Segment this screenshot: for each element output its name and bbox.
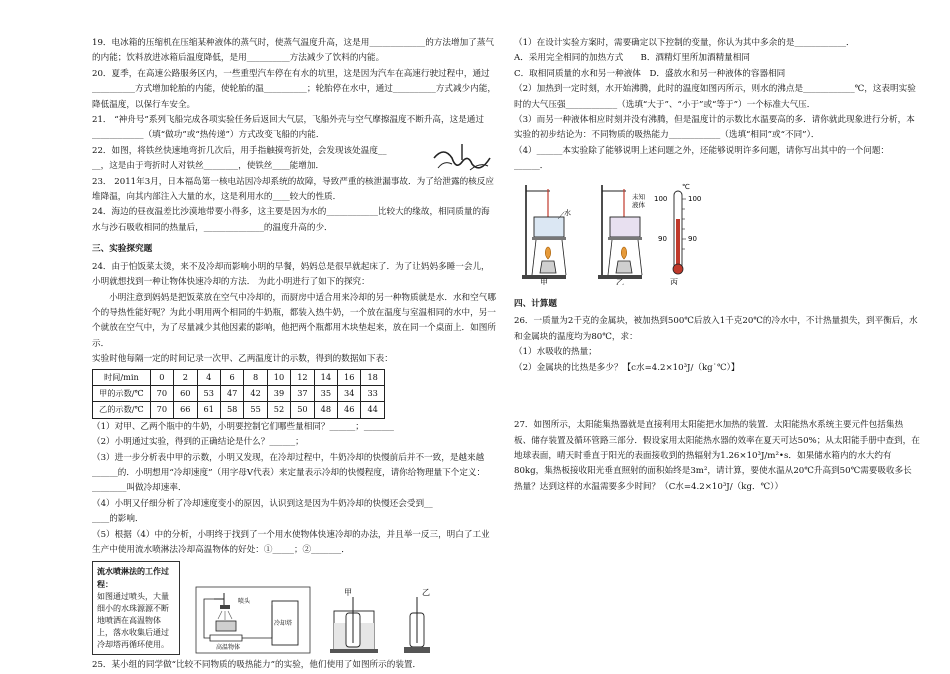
apparatus-jia-label: 甲 [540, 277, 548, 285]
question-25-options-ab: A．采用完全相同的加热方式 B．酒精灯里所加酒精量相同 [514, 53, 750, 64]
table-cell: 60 [174, 385, 197, 401]
figure-row [92, 561, 496, 655]
question-24-part4: （4）小明又仔细分析了冷却速度变小的原因，认识到这是因为牛奶冷却的快慢还会受到__ [92, 498, 433, 509]
answer-space [514, 376, 920, 418]
thermometer-tick-100-left: 100 [654, 194, 668, 203]
table-cell: 10 [267, 369, 290, 385]
question-22-line1: 22．如图，将铁丝快速地弯折几次后，用手指触摸弯折处，会发现该处温度__ [92, 145, 387, 156]
question-24-part2: （2）小明通过实验，得到的正确结论是什么？______； [92, 437, 304, 448]
cooling-tower-label: 冷却塔 [274, 620, 293, 628]
question-19: 19．电冰箱的压缩机在压缩某种液体的蒸气时，使蒸气温度升高，这是用_____________的方法增加了蒸气的内能；饮料放进冰箱后温度降低，是用__________方法减少了饮料的内能。 [92, 38, 494, 64]
table-cell: 时间/min [93, 369, 151, 385]
table-cell: 12 [291, 369, 314, 385]
heating-apparatus-figure [518, 179, 718, 285]
question-26-part1: （1）水吸收的热量； [514, 347, 597, 358]
question-25: 25．某小组的同学做“比较不同物质的吸热能力”的实验，他们使用了如图所示的装置． [92, 660, 422, 671]
table-cell: 52 [267, 402, 290, 418]
apparatus-yi-label: 乙 [616, 277, 624, 285]
thermometer-unit: ℃ [682, 182, 690, 191]
thermometer-tick-90-right: 90 [688, 234, 697, 243]
table-cell: 4 [197, 369, 220, 385]
table-row [93, 385, 385, 401]
question-25-part3: （3）而另一种液体相应时刻并没有沸腾，但是温度计的示数比水温要高的多．请你就此现象进行分析，本实验的初步结论为：不同物质的吸热能力____________（选填“相同”或“不同”）． [514, 115, 915, 141]
table-cell: 46 [338, 402, 361, 418]
question-22 [92, 144, 496, 175]
spray-cooling-diagram [194, 585, 312, 655]
table-cell: 42 [244, 385, 267, 401]
table-cell: 乙的示数/℃ [93, 402, 151, 418]
table-cell: 33 [361, 385, 384, 401]
thermometer-tick-90-left: 90 [658, 234, 667, 243]
temperature-table [92, 369, 385, 419]
wire-bending-figure [430, 140, 494, 178]
question-23: 23． 2011年3月，日本福岛第一核电站因冷却系统的故障，导致严重的核泄漏事故．为了给泄露的核反应堆降温，向其内部注入大量的水，这是利用水的____较大的性质． [92, 176, 494, 203]
question-24-part4-cont: ____的影响． [92, 514, 144, 525]
milk-bottles-figure [326, 583, 446, 655]
table-cell: 48 [314, 402, 337, 418]
table-cell: 6 [220, 369, 243, 385]
table-row [93, 402, 385, 418]
question-24-part1: （1）对甲、乙两个瓶中的牛奶，小明要控制它们哪些量相同？______；_______ [92, 421, 394, 432]
section-4-heading: 四、计算题 [514, 299, 557, 310]
spray-method-box [92, 561, 180, 655]
question-25-part2: （2）加热到一定时刻，水开始沸腾，此时的温度如图丙所示，则水的沸点是____________℃，这表明实验时的大气压强____________（选填“大于”、“小于”或“等于”）一个标准大气压． [514, 84, 916, 110]
table-cell: 16 [338, 369, 361, 385]
thermometer-tick-100-right: 100 [688, 194, 702, 203]
spray-box-text: 如图通过喷头，大量细小的水珠源源不断地喷洒在高温物体上，落水收集后通过冷却塔再循环使用。 [97, 592, 169, 650]
table-cell: 2 [174, 369, 197, 385]
thermometer-bing-label: 丙 [670, 277, 678, 285]
table-cell: 58 [220, 402, 243, 418]
spray-box-title: 流水喷淋法的工作过程： [97, 566, 169, 590]
hot-object-label: 高温物体 [216, 644, 241, 652]
right-column [514, 36, 920, 495]
question-24-table-intro: 实验时他每隔一定的时间记录一次甲、乙两温度计的示数，得到的数据如下表： [92, 354, 393, 365]
water-label: 水 [564, 208, 571, 217]
question-25-part1: （1）在设计实验方案时，需要确定以下控制的变量，你认为其中多余的是____________． [514, 38, 855, 48]
table-cell: 53 [197, 385, 220, 401]
question-24-body: 小明注意到妈妈是把饭菜放在空气中冷却的，而厨房中适合用来冷却的另一种物质就是水．水和空气哪个的导热性能好呢？为此小明用两个相同的牛奶瓶，都装入热牛奶，一个放在温度与室温相同的水中，另一个就放在空气中，为了尽量减少其他因素的影响，他把两个瓶都用木块垫起来，放在同一个桌面上．如图所示． [92, 292, 496, 349]
table-header-row [93, 369, 385, 385]
question-20: 20．夏季，在高速公路服务区内，一些重型汽车停在有水的坑里，这是因为汽车在高速行驶过程中，通过__________方式增加轮胎的内能，使轮胎的温__________；轮胎停在水中，通过__________方式减少内能，降低温度，以保行车安全。 [92, 68, 496, 110]
bottle-jia-label: 甲 [344, 588, 352, 598]
question-24-part3: （3）进一步分析表中甲的示数，小明又发现，在冷却过程中，牛奶冷却的快慢前后并不一致，是越来越______的．小明想用“冷却速度”（用字母V代表）来定量表示冷却的快慢程度，请你给物理量下个定义：________叫做冷却速率． [92, 452, 486, 494]
question-25-options-cd: C．取相同质量的水和另一种液体 D．盛放水和另一种液体的容器相同 [514, 68, 786, 79]
table-cell: 37 [291, 385, 314, 401]
table-cell: 0 [150, 369, 173, 385]
table-cell: 70 [150, 402, 173, 418]
question-24-sea: 24．海边的昼夜温差比沙漠地带要小得多，这主要是因为水的____________比较大的缘故，相同质量的海水与沙石吸收相同的热量后，______________的温度升高的少． [92, 207, 490, 233]
question-21: 21． “神舟号”系列飞船完成各项实验任务后返回大气层，飞船外壳与空气摩擦温度不断升高，这是通过____________（填“做功”或“热传递”）方式改变飞船的内能． [92, 115, 484, 141]
question-26: 26．一质量为2千克的金属块，被加热到500℃后放入1千克20℃的冷水中，不计热量损失，到平衡后，水和金属块的温度均为80℃，求： [514, 316, 918, 342]
left-column [92, 36, 496, 674]
table-cell: 47 [220, 385, 243, 401]
unknown-liquid-label-1: 未知 [632, 192, 645, 201]
section-3-heading: 三、实验探究题 [92, 244, 153, 255]
question-24-part5: （5）根据（4）中的分析，小明终于找到了一个用水使物体快速冷却的办法，并且举一反三，明白了工业生产中使用流水喷淋法冷却高温物体的好处：①_____；②_______． [92, 529, 490, 555]
table-cell: 34 [338, 385, 361, 401]
table-cell: 50 [291, 402, 314, 418]
table-cell: 35 [314, 385, 337, 401]
question-25-part4: （4）______本实验除了能够说明上述问题之外，还能够说明许多问题，请你写出其中的一个问题：______． [514, 145, 890, 172]
spray-head-label: 喷头 [238, 598, 251, 606]
table-cell: 66 [174, 402, 197, 418]
question-26-part2: （2）金属块的比热是多少？【c水=4.2×10³J/（kg˙℃）】 [514, 362, 740, 373]
table-cell: 甲的示数/℃ [93, 385, 151, 401]
bottle-yi-label: 乙 [422, 588, 430, 598]
table-cell: 55 [244, 402, 267, 418]
table-cell: 18 [361, 369, 384, 385]
table-cell: 61 [197, 402, 220, 418]
table-cell: 39 [267, 385, 290, 401]
question-24-intro: 24．由于怕饭菜太烫，来不及冷却而影响小明的早餐，妈妈总是很早就起床了．为了让妈妈多睡一会儿，小明就想找到一种让物体快速冷却的方法． 为此小明进行了如下的探究： [92, 261, 490, 288]
table-cell: 70 [150, 385, 173, 401]
table-cell: 8 [244, 369, 267, 385]
question-27: 27．如图所示，太阳能集热器就是直接利用太阳能把水加热的装置．太阳能热水系统主要元件包括集热板、储存装置及循环管路三部分．假设家用太阳能热水器的效率在夏天可达50%；从太阳能手册中查到，在地球表面，晴天时垂直于阳光的表面接收到的热辐射为1.26×10³J/m²•s．如果储水箱内的水大约有80kg，集热板接收阳光垂直照射的面积始终是3m²，请计算，要使水温从20℃升高到50℃需要吸收多长热量？达到这样的水温需要多少时间？（C水=4.2×10³J/（kg．℃）） [514, 420, 920, 492]
table-cell: 14 [314, 369, 337, 385]
table-cell: 44 [361, 402, 384, 418]
question-22-line2: __，这是由于弯折时人对铁丝________，使铁丝____能增加． [92, 161, 325, 172]
unknown-liquid-label-2: 液体 [632, 200, 645, 209]
